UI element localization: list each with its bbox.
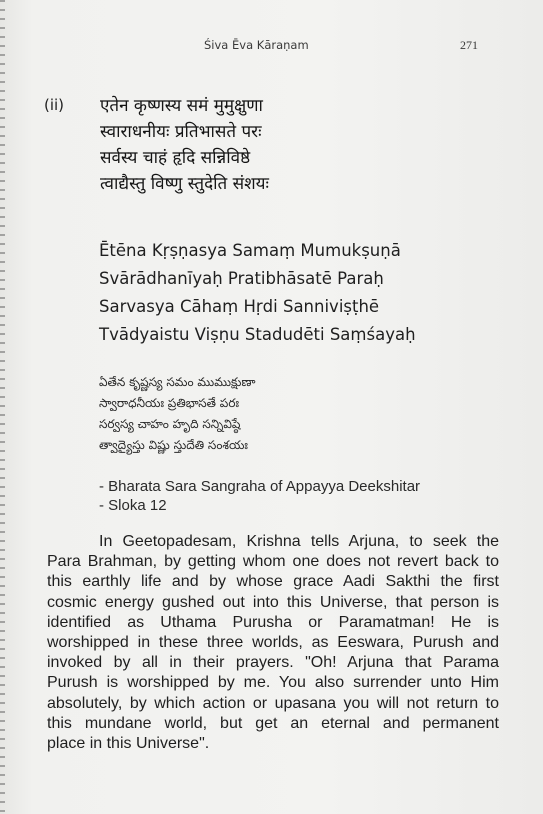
paragraph-line: this earthly life and by whose grace Aadi Sakthi the first xyxy=(47,573,499,591)
binding-edge xyxy=(0,0,5,814)
telugu-line: సర్వస్య చాహం హృది సన్నివిష్ఠే xyxy=(99,417,241,431)
source-line: - Bharata Sara Sangraha of Appayya Deekshitar xyxy=(99,478,421,495)
paragraph-line: In Geetopadesam, Krishna tells Arjuna, to seek the xyxy=(99,533,499,550)
telugu-line: త్వాద్యైస్తు విష్ణు స్తుదేతి సంశయః xyxy=(99,438,248,452)
paragraph-line: place in this Universe". xyxy=(47,735,210,753)
paragraph-line: Purush is worshipped by me. You also surrender unto Him xyxy=(47,674,499,692)
source-line: - Sloka 12 xyxy=(99,497,167,514)
transliteration-verse xyxy=(99,237,416,349)
running-title: Śiva Ēva Kāraṇam xyxy=(204,38,309,52)
devanagari-line: एतेन कृष्णस्य समं मुमुक्षुणा xyxy=(100,96,263,116)
devanagari-verse xyxy=(100,93,269,197)
transliteration-line: Tvādyaistu Viṣṇu Stadudēti Saṃśayaḥ xyxy=(99,325,416,344)
devanagari-line: सर्वस्य चाहं हृदि सन्निविष्ठे xyxy=(100,148,251,168)
telugu-line: ఏతేన కృష్ణస్య సమం ముముక్షుణా xyxy=(99,375,256,389)
transliteration-line: Ētēna Kṛṣṇasya Samaṃ Mumukṣuṇā xyxy=(99,241,401,260)
telugu-verse xyxy=(99,372,255,456)
transliteration-line: Svārādhanīyaḥ Pratibhāsatē Paraḥ xyxy=(99,269,384,288)
transliteration-line: Sarvasya Cāhaṃ Hṛdi Sanniviṣṭhē xyxy=(99,297,380,316)
paragraph-line: identified as Uthama Purusha or Paramatman! He is xyxy=(47,613,499,631)
paragraph-line: invoked by all in their prayers. "Oh! Arjuna that Parama xyxy=(47,654,499,672)
paragraph-line: absolutely, by which action or upasana you will not return to xyxy=(47,694,499,712)
telugu-line: స్వారాధనీయః ప్రతిభాసతే పరః xyxy=(99,396,239,410)
devanagari-line: त्वाद्यैस्तु विष्णु स्तुदेति संशयः xyxy=(100,174,269,194)
running-head xyxy=(0,38,543,54)
paragraph-line: cosmic energy gushed out into this Universe, that person is xyxy=(47,593,499,611)
paragraph-line: Para Brahman, by getting whom one does not revert back to xyxy=(47,553,499,571)
verse-number: (ii) xyxy=(44,96,65,114)
paragraph-line: this mundane world, but get an eternal and permanent xyxy=(47,714,499,732)
source-citation xyxy=(99,477,420,515)
body-paragraph xyxy=(47,532,499,754)
devanagari-line: स्वाराधनीयः प्रतिभासते परः xyxy=(100,122,262,142)
page-number: 271 xyxy=(460,38,478,52)
paragraph-line: worshipped in these three worlds, as Eeswara, Purush and xyxy=(47,634,499,652)
